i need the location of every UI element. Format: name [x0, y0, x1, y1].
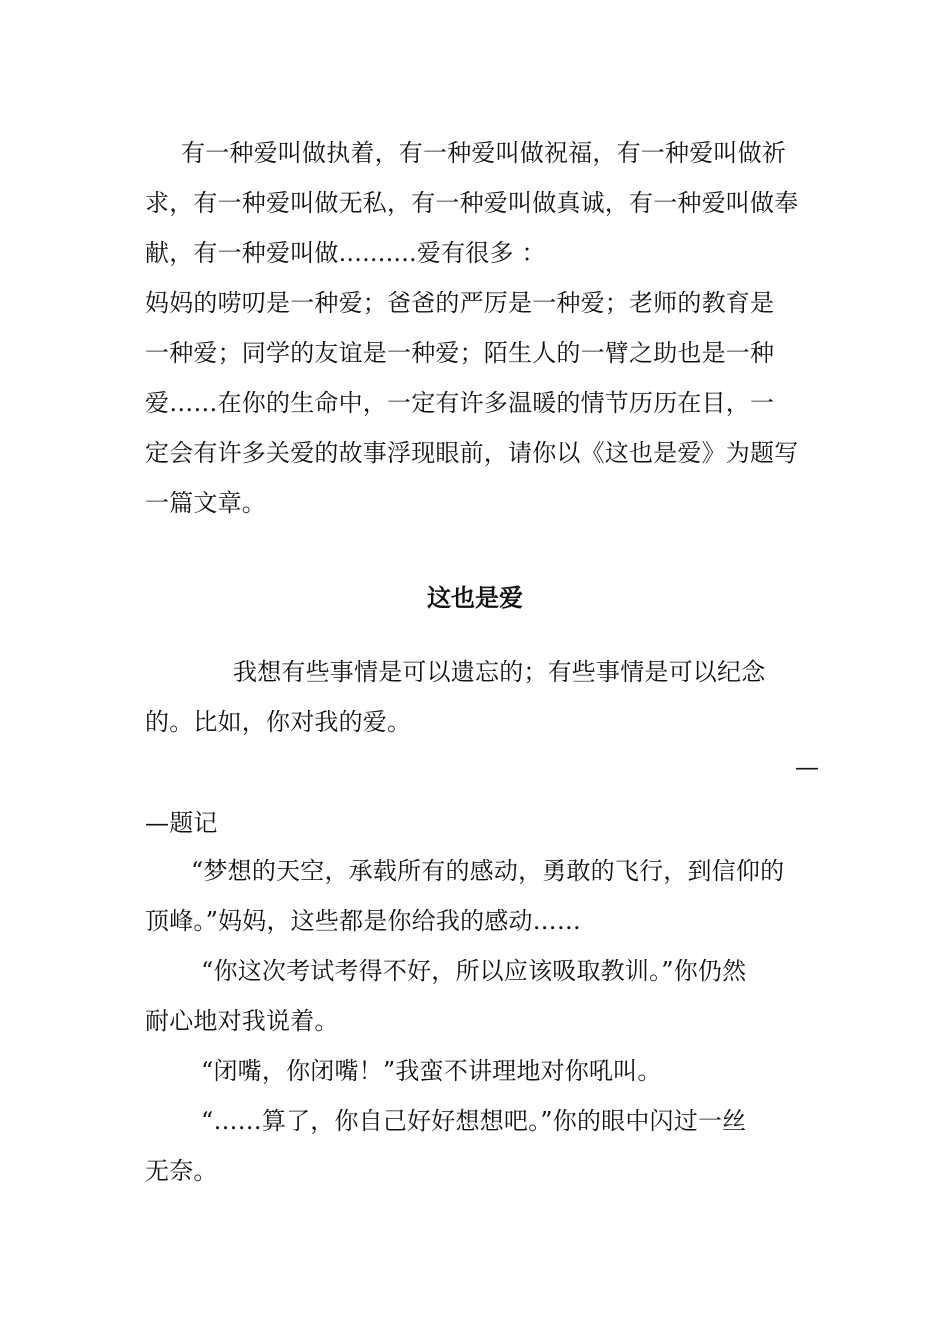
attribution-block: [145, 798, 810, 848]
epigraph-block: [145, 647, 810, 747]
body-line: “……算了，你自己好好想想吧。”你的眼中闪过一丝: [201, 1107, 747, 1135]
epigraph-line: 我想有些事情是可以遗忘的；有些事情是可以纪念: [233, 658, 766, 686]
body-line: “你这次考试考得不好，所以应该吸取教训。”你仍然: [201, 957, 747, 985]
essay-title: 这也是爱: [427, 584, 523, 612]
epigraph-attribution: —题记: [145, 809, 218, 837]
prompt-line: 定会有许多关爱的故事浮现眼前，请你以《这也是爱》为题写: [145, 439, 799, 467]
epigraph-line: 的。比如，你对我的爱。: [145, 708, 412, 736]
essay-body: [145, 846, 810, 1196]
prompt-line: 爱……在你的生命中，一定有许多温暖的情节历历在目，一: [145, 389, 775, 417]
body-line: “闭嘴，你闭嘴！”我蛮不讲理地对你吼叫。: [201, 1057, 662, 1085]
body-line: 顶峰。”妈妈，这些都是你给我的感动……: [145, 907, 582, 935]
epigraph-dash: —: [795, 753, 819, 781]
body-line: 耐心地对我说着。: [145, 1007, 339, 1035]
prompt-block: [145, 128, 810, 528]
prompt-line: 献，有一种爱叫做..........爱有很多 ：: [145, 239, 546, 267]
prompt-line: 有一种爱叫做执着，有一种爱叫做祝福，有一种爱叫做祈: [181, 139, 786, 167]
prompt-line: 一篇文章。: [145, 489, 266, 517]
body-line: “梦想的天空，承载所有的感动，勇敢的飞行，到信仰的: [191, 857, 785, 885]
body-line: 无奈。: [145, 1157, 218, 1185]
prompt-line: 妈妈的唠叨是一种爱；爸爸的严厉是一种爱；老师的教育是: [145, 289, 775, 317]
prompt-line: 求，有一种爱叫做无私，有一种爱叫做真诚，有一种爱叫做奉: [145, 189, 799, 217]
prompt-line: 一种爱；同学的友谊是一种爱；陌生人的一臂之助也是一种: [145, 339, 775, 367]
